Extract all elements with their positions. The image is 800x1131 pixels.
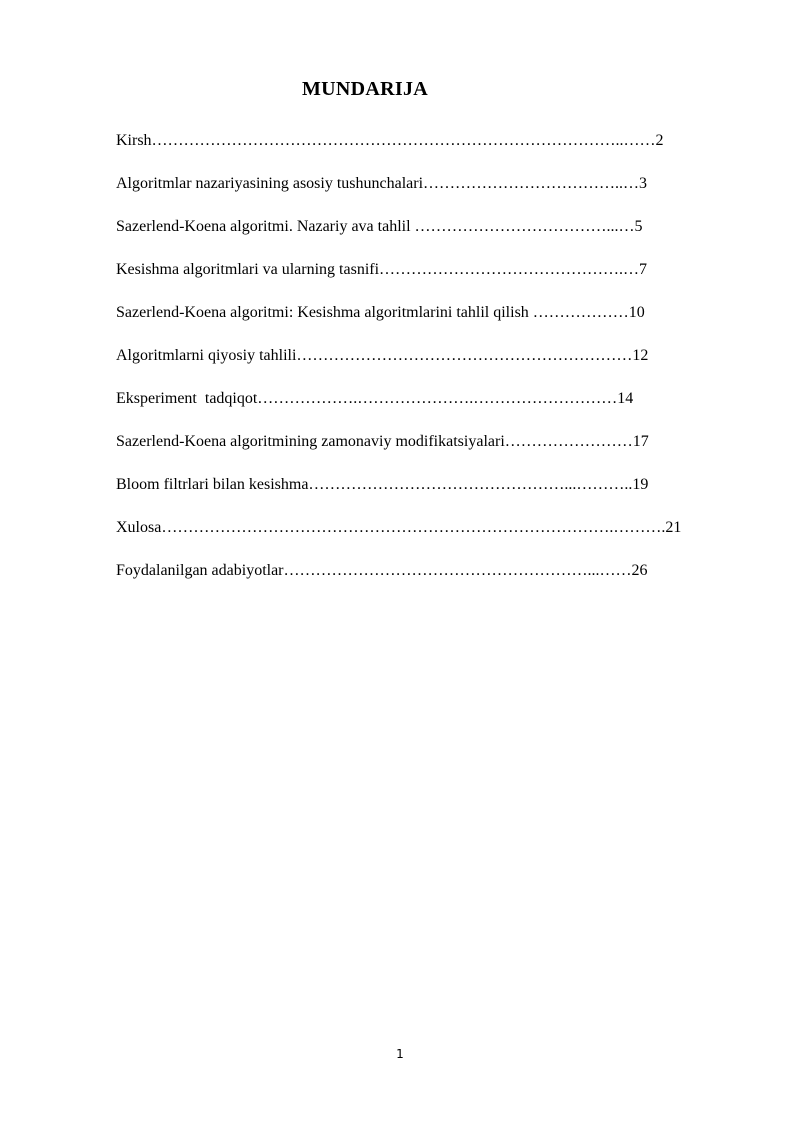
toc-entry-conclusion: Xulosa………………………………………………………………………….……….21 (116, 519, 682, 536)
table-of-contents (116, 129, 681, 602)
toc-entry-comparative-analysis: Algoritmlarni qiyosiy tahlili………………………………………………………12 (116, 347, 649, 364)
toc-entry-bloom-filters: Bloom filtrlari bilan kesishma…………………………………………...………..19 (116, 476, 649, 493)
toc-entry-modern-modifications: Sazerlend-Koena algoritmining zamonaviy modifikatsiyalari……………………17 (116, 433, 649, 450)
toc-entry-experiment: Eksperiment tadqiqot……………….………………….………………………14 (116, 390, 634, 407)
toc-entry-basic-concepts: Algoritmlar nazariyasining asosiy tushunchalari………………………………..…3 (116, 175, 648, 192)
toc-entry-sutherland-cohen-theory: Sazerlend-Koena algoritmi. Nazariy ava tahlil ………………………………...…5 (116, 218, 643, 235)
page-number: 1 (396, 1047, 404, 1061)
toc-entry-introduction: Kirsh……………………………………………………………………………..……2 (116, 132, 664, 149)
page-title: MUNDARIJA (301, 78, 429, 100)
toc-entry-intersection-classification: Kesishma algoritmlari va ularning tasnifi……………………………………….…7 (116, 261, 648, 278)
toc-entry-references: Foydalanilgan adabiyotlar…………………………………………………...……26 (116, 562, 648, 579)
toc-entry-sutherland-cohen-analysis: Sazerlend-Koena algoritmi: Kesishma algoritmlarini tahlil qilish ………………10 (116, 304, 645, 321)
